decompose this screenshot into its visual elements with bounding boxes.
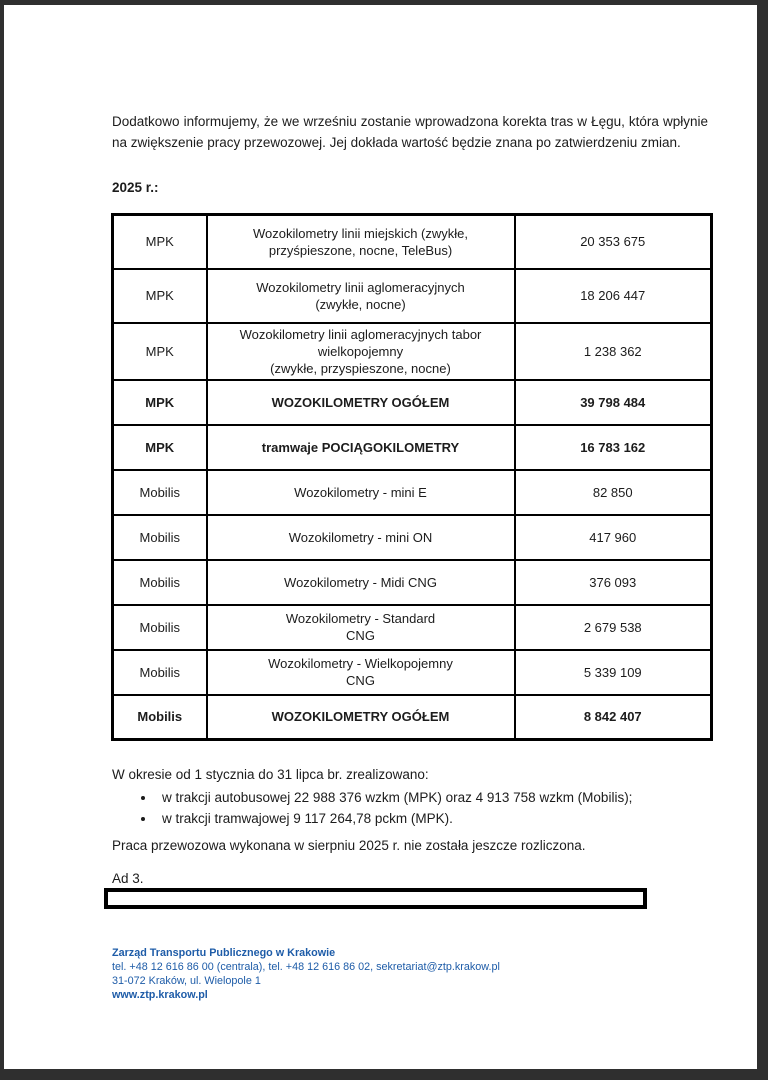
footer-contact-line: tel. +48 12 616 86 00 (centrala), tel. +48 12 616 86 02, sekretariat@ztp.krakow.pl <box>112 961 500 973</box>
ad3-label: Ad 3. <box>112 871 144 886</box>
table-row <box>113 695 712 740</box>
table-row <box>113 380 712 425</box>
operator-cell: Mobilis <box>113 515 207 560</box>
description-cell: Wozokilometry linii miejskich (zwykłe, przyśpieszone, nocne, TeleBus) <box>207 215 515 269</box>
footer-website-link[interactable]: www.ztp.krakow.pl <box>112 989 208 1001</box>
value-cell: 2 679 538 <box>515 605 712 650</box>
description-cell: Wozokilometry linii aglomeracyjnych tabor wielkopojemny (zwykłe, przyspieszone, nocne) <box>207 323 515 380</box>
value-cell: 1 238 362 <box>515 323 712 380</box>
table-row <box>113 560 712 605</box>
year-heading: 2025 r.: <box>112 180 159 195</box>
footer-org-name: Zarząd Transportu Publicznego w Krakowie <box>112 947 336 959</box>
description-cell: Wozokilometry - Standard CNG <box>207 605 515 650</box>
value-cell: 376 093 <box>515 560 712 605</box>
table-row <box>113 323 712 380</box>
description-cell: Wozokilometry - mini ON <box>207 515 515 560</box>
table-row <box>113 605 712 650</box>
description-cell: WOZOKILOMETRY OGÓŁEM <box>207 380 515 425</box>
operator-cell: MPK <box>113 425 207 470</box>
operator-cell: Mobilis <box>113 560 207 605</box>
operator-cell: Mobilis <box>113 470 207 515</box>
value-cell: 5 339 109 <box>515 650 712 695</box>
intro-paragraph: Dodatkowo informujemy, że we wrześniu zostanie wprowadzona korekta tras w Łęgu, która wpłynie na zwiększenie pracy przewozowej. Jej dokłada wartość będzie znana po zatwierdzeniu zmian. <box>112 114 708 150</box>
operator-cell: MPK <box>113 380 207 425</box>
footer-address-line: 31-072 Kraków, ul. Wielopole 1 <box>112 975 261 987</box>
operator-cell: MPK <box>113 215 207 269</box>
description-cell: Wozokilometry - Wielkopojemny CNG <box>207 650 515 695</box>
vehicle-kilometers-table-wrap <box>111 213 713 741</box>
description-cell: WOZOKILOMETRY OGÓŁEM <box>207 695 515 740</box>
document-page <box>4 5 757 1069</box>
operator-cell: Mobilis <box>113 695 207 740</box>
description-cell: Wozokilometry - mini E <box>207 470 515 515</box>
table-row <box>113 425 712 470</box>
vehicle-kilometers-table <box>111 213 713 741</box>
list-item: • w trakcji autobusowej 22 988 376 wzkm (MPK) oraz 4 913 758 wzkm (Mobilis); <box>156 787 632 808</box>
august-note: Praca przewozowa wykonana w sierpniu 2025 r. nie została jeszcze rozliczona. <box>112 838 586 853</box>
value-cell: 82 850 <box>515 470 712 515</box>
value-cell: 20 353 675 <box>515 215 712 269</box>
operator-cell: MPK <box>113 269 207 323</box>
value-cell: 8 842 407 <box>515 695 712 740</box>
realized-work-list <box>112 787 632 829</box>
description-cell: tramwaje POCIĄGOKILOMETRY <box>207 425 515 470</box>
operator-cell: Mobilis <box>113 605 207 650</box>
description-cell: Wozokilometry - Midi CNG <box>207 560 515 605</box>
list-item: • w trakcji tramwajowej 9 117 264,78 pckm (MPK). <box>156 808 632 829</box>
period-intro: W okresie od 1 stycznia do 31 lipca br. zrealizowano: <box>112 767 429 782</box>
description-cell: Wozokilometry linii aglomeracyjnych (zwykłe, nocne) <box>207 269 515 323</box>
table-row <box>113 515 712 560</box>
table-row <box>113 269 712 323</box>
table-row <box>113 215 712 269</box>
operator-cell: MPK <box>113 323 207 380</box>
redaction-box <box>104 888 647 909</box>
footer-letterhead <box>112 946 500 1002</box>
value-cell: 16 783 162 <box>515 425 712 470</box>
value-cell: 417 960 <box>515 515 712 560</box>
value-cell: 18 206 447 <box>515 269 712 323</box>
operator-cell: Mobilis <box>113 650 207 695</box>
table-row <box>113 650 712 695</box>
value-cell: 39 798 484 <box>515 380 712 425</box>
table-row <box>113 470 712 515</box>
